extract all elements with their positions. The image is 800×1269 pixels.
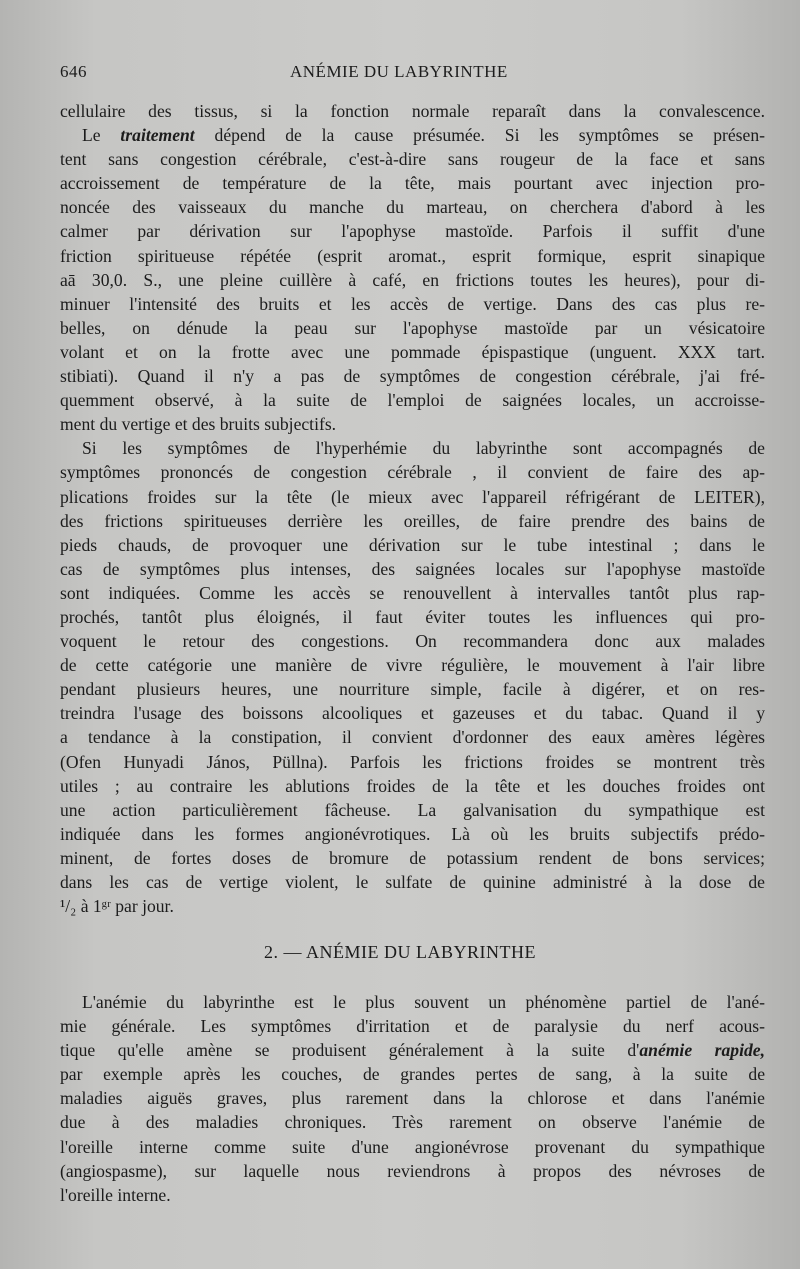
text-line: dans les cas de vertige violent, le sulfate de quinine administré à la dose de <box>60 872 765 892</box>
text-line: par exemple après les couches, de grandes pertes de sang, à la suite de <box>60 1064 765 1085</box>
text-line: due à des maladies chroniques. Très rarement on observe l'anémie de <box>60 1112 765 1133</box>
text-line: pendant plusieurs heures, une nourriture simple, facile à digérer, et on res- <box>60 679 765 700</box>
text-line: des frictions spiritueuses derrière les oreilles, de faire prendre des bains de <box>60 510 765 531</box>
text-line: cellulaire des tissus, si la fonction normale reparaît dans la convalescence. <box>60 101 765 121</box>
body-text <box>60 99 765 918</box>
text-line: indiquée dans les formes angionévrotiques. Là où les bruits subjectifs prédo- <box>60 823 765 844</box>
text-line: voquent le retour des congestions. On recommandera donc aux malades <box>60 631 765 652</box>
running-title: ANÉMIE DU LABYRINTHE <box>290 62 508 81</box>
text-line: (Ofen Hunyadi János, Püllna). Parfois les frictions froides se montrent très <box>60 751 765 772</box>
text-line: aā 30,0. S., une pleine cuillère à café, en frictions toutes les heures), pour di- <box>60 269 765 290</box>
section-body <box>60 990 765 1207</box>
text-line: l'oreille interne. <box>60 1184 171 1205</box>
text-line: prochés, tantôt plus éloignés, il faut éviter toutes les influences qui pro- <box>60 606 765 627</box>
text-line: pieds chauds, de provoquer une dérivation sur le tube intestinal ; dans le <box>60 534 765 555</box>
emphasis: anémie rapide, <box>639 1040 765 1061</box>
text-line: utiles ; au contraire les ablutions froides de la tête et les douches froides ont <box>60 775 765 796</box>
text-line: symptômes prononcés de congestion cérébrale , il convient de faire des ap- <box>60 462 765 483</box>
text-line: accroissement de température de la tête, mais pourtant avec injection pro- <box>60 173 765 194</box>
page-number: 646 <box>60 62 87 81</box>
text-line: quemment observé, à la suite de l'emploi de saignées locales, un accroisse- <box>60 390 765 411</box>
text-line: Le traitement dépend de la cause présumée. Si les symptômes se présen- <box>82 125 765 146</box>
section-title: 2. — ANÉMIE DU LABYRINTHE <box>264 942 536 962</box>
text-line: tent sans congestion cérébrale, c'est-à-dire sans rougeur de la face et sans <box>60 149 765 170</box>
text-line: tique qu'elle amène se produisent généralement à la suite d'anémie rapide, <box>60 1040 765 1061</box>
text-line: ¹/₂ à 1ᵍʳ par jour. <box>60 896 174 917</box>
paragraph-2 <box>60 123 765 436</box>
text-line: volant et on la frotte avec une pommade épispastique (unguent. XXX tart. <box>60 341 765 362</box>
text-line: plications froides sur la tête (le mieux avec l'appareil réfrigérant de LEITER), <box>60 486 765 507</box>
text-line: l'oreille interne comme suite d'une angionévrose provenant du sympathique <box>60 1136 765 1157</box>
text-line: treindra l'usage des boissons alcooliques et gazeuses et du tabac. Quand il y <box>60 703 765 724</box>
text-line: une action particulièrement fâcheuse. La galvanisation du sympathique est <box>60 799 765 820</box>
paragraph-3 <box>60 436 765 918</box>
emphasis: traitement <box>120 125 195 146</box>
text-line: ment du vertige et des bruits subjectifs. <box>60 414 337 435</box>
text-line: stibiati). Quand il n'y a pas de symptômes de congestion cérébrale, j'ai fré- <box>60 366 765 387</box>
text-line: a tendance à la constipation, il convient d'ordonner des eaux amères légères <box>60 727 765 748</box>
text-line: minuer l'intensité des bruits et les accès de vertige. Dans des cas plus re- <box>60 293 765 314</box>
text-line: belles, on dénude la peau sur l'apophyse mastoïde par un vésicatoire <box>60 317 765 338</box>
text-line: cas de symptômes plus intenses, des saignées locales sur l'apophyse mastoïde <box>60 558 765 579</box>
text-line: mie générale. Les symptômes d'irritation et de paralysie du nerf acous- <box>60 1016 765 1037</box>
page-header <box>60 62 760 86</box>
text-line: (angiospasme), sur laquelle nous reviendrons à propos des névroses de <box>60 1160 765 1181</box>
text-line: Si les symptômes de l'hyperhémie du labyrinthe sont accompagnés de <box>82 438 765 459</box>
text-line: friction spiritueuse répétée (esprit aromat., esprit formique, esprit sinapique <box>60 245 765 266</box>
text-line: de cette catégorie une manière de vivre régulière, le mouvement à l'air libre <box>60 655 765 676</box>
text-line: calmer par dérivation sur l'apophyse mastoïde. Parfois il suffit d'une <box>60 221 765 242</box>
text-line: sont indiquées. Comme les accès se renouvellent à intervalles tantôt plus rap- <box>60 582 765 603</box>
text-line: noncée des vaisseaux du manche du marteau, on cherchera d'abord à les <box>60 197 765 218</box>
paragraph-1 <box>60 99 765 123</box>
text-line: maladies aiguës graves, plus rarement dans la chlorose et dans l'anémie <box>60 1088 765 1109</box>
text-line: minent, de fortes doses de bromure de potassium rendent de bons services; <box>60 847 765 868</box>
text-line: L'anémie du labyrinthe est le plus souvent un phénomène partiel de l'ané- <box>82 992 765 1012</box>
